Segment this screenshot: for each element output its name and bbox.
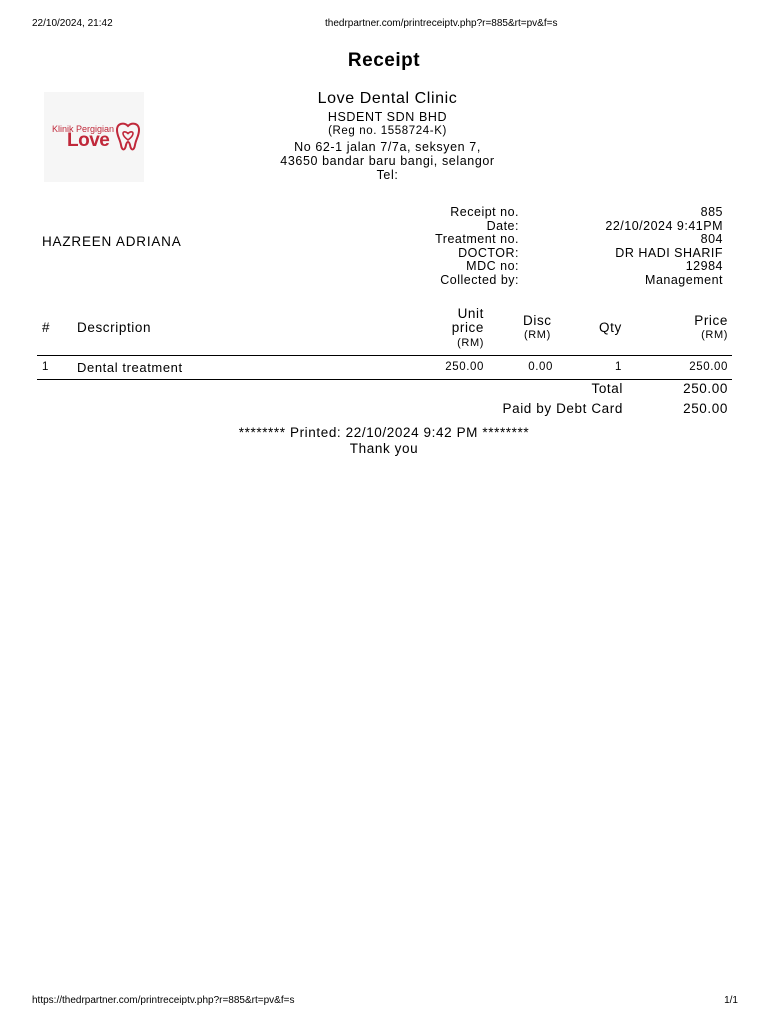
meta-label-receipt-no: Receipt no. [450,205,519,219]
meta-label-doctor: DOCTOR: [458,246,519,260]
meta-value-treatment-no: 804 [700,232,723,246]
table-header-divider [37,355,732,356]
row-qty: 1 [615,361,622,373]
meta-label-treatment-no: Treatment no. [435,232,519,246]
column-header-disc: Disc [523,313,552,328]
table-row [0,360,768,376]
thank-you-note: Thank you [349,441,419,456]
meta-value-date: 22/10/2024 9:41PM [605,219,723,233]
clinic-tel: Tel: [376,168,399,182]
clinic-company: HSDENT SDN BHD [327,110,448,124]
meta-value-receipt-no: 885 [700,205,723,219]
print-footer-url: https://thedrpartner.com/printreceiptv.php?r=885&rt=pv&f=s [32,995,295,1006]
column-price-currency: (RM) [701,329,728,341]
row-price: 250.00 [689,361,728,373]
column-header-qty: Qty [599,320,622,335]
column-header-price-word: price [451,320,484,335]
table-body-divider [37,379,732,380]
meta-value-doctor: DR HADI SHARIF [615,246,723,260]
print-page-number: 1/1 [724,995,738,1006]
row-unit-price: 250.00 [445,361,484,373]
page-title: Receipt [347,50,421,71]
row-disc: 0.00 [528,361,553,373]
total-label: Total [591,381,623,396]
printed-timestamp: ******** Printed: 22/10/2024 9:42 PM ******** [238,425,530,440]
clinic-reg: (Reg no. 1558724-K) [328,125,447,137]
clinic-name: Love Dental Clinic [317,90,458,107]
logo-big-text: Love [67,130,110,151]
row-description: Dental treatment [77,360,183,375]
meta-label-date: Date: [486,219,519,233]
meta-label-mdc-no: MDC no: [466,259,519,273]
clinic-address-line2: 43650 bandar baru bangi, selangor [280,154,495,168]
paid-by-label: Paid by Debt Card [502,401,623,416]
column-disc-currency: (RM) [524,329,551,341]
meta-label-collected-by: Collected by: [440,273,519,287]
paid-value: 250.00 [683,401,728,416]
meta-value-collected-by: Management [645,273,723,287]
print-datetime: 22/10/2024, 21:42 [32,18,113,29]
patient-name: HAZREEN ADRIANA [42,234,182,249]
print-url: thedrpartner.com/printreceiptv.php?r=885&rt=pv&f=s [325,18,558,29]
row-number: 1 [42,361,49,373]
meta-value-mdc-no: 12984 [685,259,723,273]
column-header-unit: Unit [457,306,484,321]
total-value: 250.00 [683,381,728,396]
column-header-price: Price [694,313,728,328]
column-header-number: # [42,320,51,335]
logo-small-text: Klinik Pergigian [52,124,115,134]
clinic-address-line1: No 62-1 jalan 7/7a, seksyen 7, [294,140,481,154]
column-header-description: Description [77,320,152,335]
column-unit-price-currency: (RM) [457,337,484,349]
